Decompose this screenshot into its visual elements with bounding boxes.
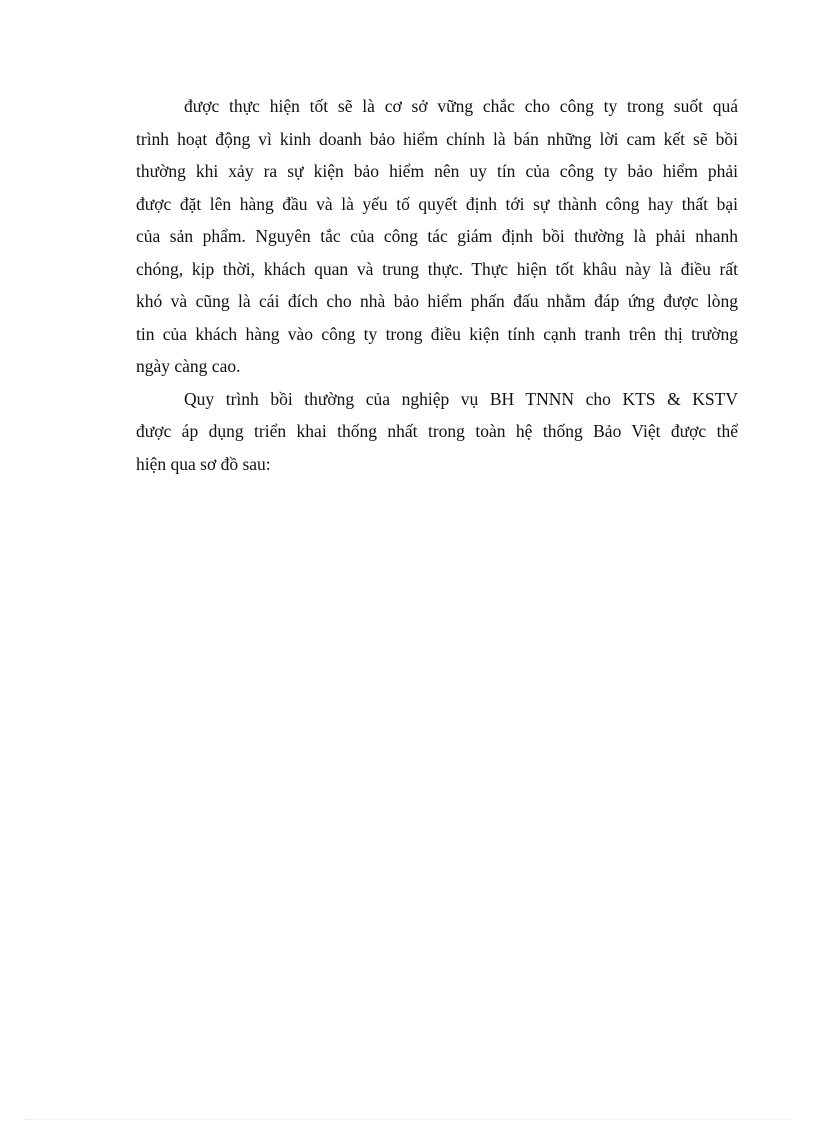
paragraph-line: ngày càng cao. <box>136 356 241 376</box>
paragraph-1 <box>136 90 738 383</box>
paragraph-line: khó và cũng là cái đích cho nhà bảo hiểm phấn đấu nhằm đáp ứng được lòng <box>136 291 738 311</box>
paragraph-line: được đặt lên hàng đầu và là yếu tố quyết định tới sự thành công hay thất bại <box>136 193 738 214</box>
paragraph-line: được áp dụng triển khai thống nhất trong toàn hệ thống Bảo Việt được thể <box>136 421 738 441</box>
paragraph-line: Quy trình bồi thường của nghiệp vụ BH TNNN cho KTS & KSTV <box>184 388 738 409</box>
document-body <box>136 90 738 480</box>
paragraph-line: chóng, kịp thời, khách quan và trung thực. Thực hiện tốt khâu này là điều rất <box>136 258 738 279</box>
paragraph-line: hiện qua sơ đồ sau: <box>136 453 271 474</box>
paragraph-2 <box>136 383 738 481</box>
page-bottom-rule <box>24 1119 792 1120</box>
paragraph-line: của sản phẩm. Nguyên tắc của công tác giám định bồi thường là phải nhanh <box>136 226 738 246</box>
paragraph-line: trình hoạt động vì kinh doanh bảo hiểm chính là bán những lời cam kết sẽ bồi <box>136 128 738 149</box>
paragraph-line: được thực hiện tốt sẽ là cơ sở vững chắc cho công ty trong suốt quá <box>184 96 738 116</box>
paragraph-line: thường khi xảy ra sự kiện bảo hiểm nên uy tín của công ty bảo hiểm phải <box>136 161 738 181</box>
paragraph-line: tin của khách hàng vào công ty trong điều kiện tính cạnh tranh trên thị trường <box>136 323 738 344</box>
